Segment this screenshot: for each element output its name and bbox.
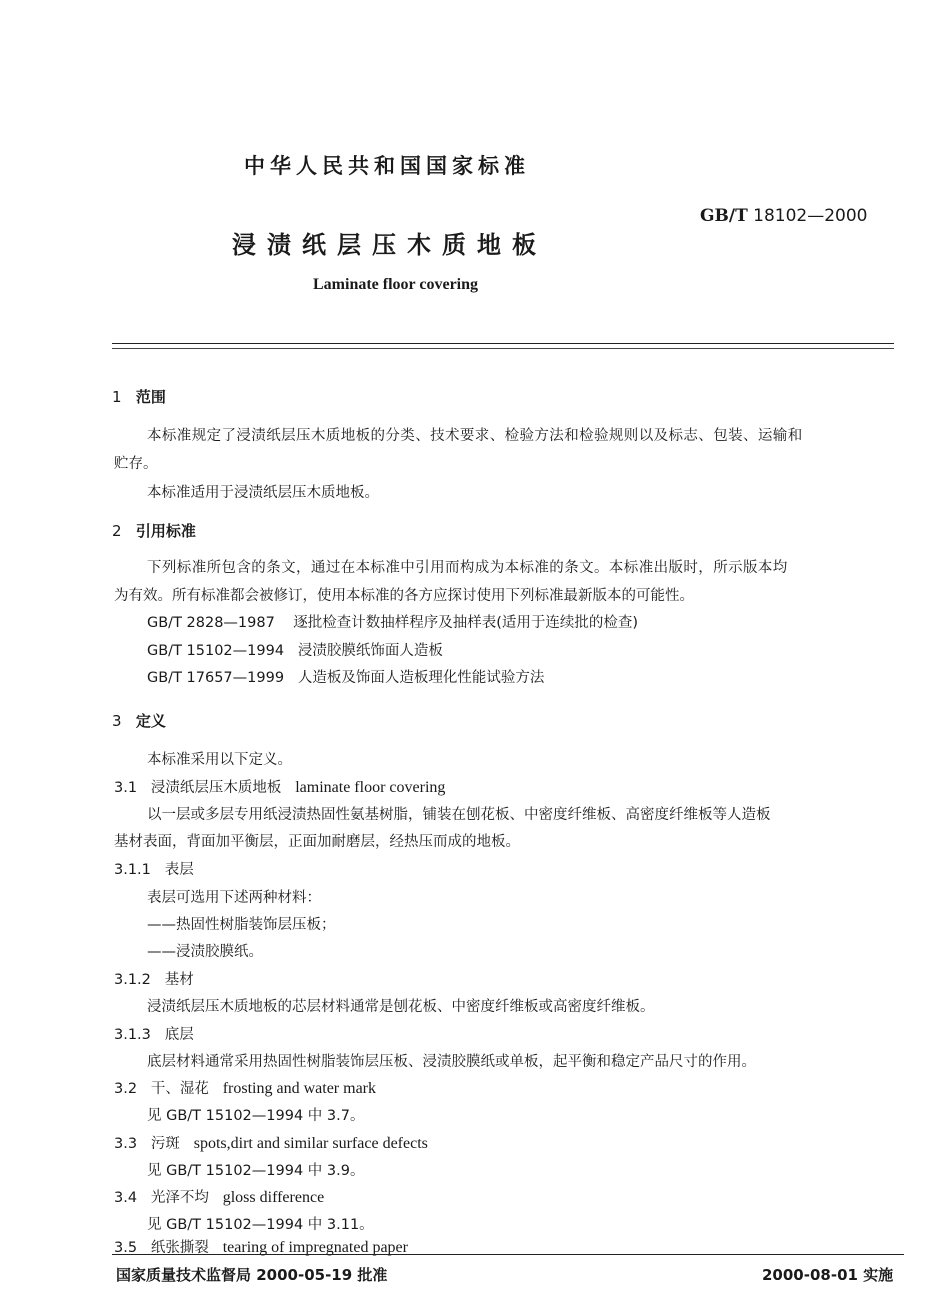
section-2-title: 引用标准 bbox=[135, 522, 196, 540]
page-title: 浸渍纸层压木质地板 bbox=[232, 231, 547, 259]
definition-term: 干、湿花 bbox=[150, 1081, 209, 1097]
definition-number: 3.1.1 bbox=[114, 862, 151, 878]
definition-3-1-1-line-3: ——浸渍胶膜纸。 bbox=[147, 944, 263, 960]
section-1-para-1-line-2: 贮存。 bbox=[114, 456, 158, 472]
reference-title: 人造板及饰面人造板理化性能试验方法 bbox=[297, 670, 545, 686]
section-2-heading bbox=[112, 520, 196, 541]
definition-3-3-ref: 见 GB/T 15102—1994 中 3.9。 bbox=[147, 1163, 365, 1179]
definition-3-1-1-line-1: 表层可选用下述两种材料： bbox=[147, 890, 321, 906]
definition-3-1-1-heading bbox=[114, 858, 194, 879]
definition-term-en: frosting and water mark bbox=[222, 1080, 376, 1097]
definition-term-en: laminate floor covering bbox=[295, 779, 446, 796]
definition-number: 3.4 bbox=[114, 1190, 138, 1206]
definition-term-en: gloss difference bbox=[222, 1189, 325, 1206]
section-3-number: 3 bbox=[112, 712, 122, 730]
reference-item bbox=[147, 666, 544, 687]
definition-number: 3.1 bbox=[114, 780, 138, 796]
section-2-para-line-1: 下列标准所包含的条文，通过在本标准中引用而构成为本标准的条文。本标准出版时，所示版本均 bbox=[147, 560, 788, 576]
definition-number: 3.5 bbox=[114, 1240, 138, 1256]
section-1-number: 1 bbox=[112, 388, 122, 406]
definition-term: 基材 bbox=[164, 972, 194, 988]
definition-3-1-3-heading bbox=[114, 1023, 194, 1044]
section-1-para-1-line-1: 本标准规定了浸渍纸层压木质地板的分类、技术要求、检验方法和检验规则以及标志、包装、运输和 bbox=[147, 428, 803, 444]
definition-term: 底层 bbox=[164, 1027, 194, 1043]
definition-term: 浸渍纸层压木质地板 bbox=[150, 780, 282, 796]
reference-item bbox=[147, 639, 443, 660]
definition-term: 纸张撕裂 bbox=[150, 1240, 209, 1256]
reference-title: 浸渍胶膜纸饰面人造板 bbox=[297, 643, 443, 659]
definition-term: 表层 bbox=[164, 862, 194, 878]
section-3-title: 定义 bbox=[135, 712, 166, 730]
section-2-number: 2 bbox=[112, 522, 122, 540]
reference-title: 逐批检查计数抽样程序及抽样表(适用于连续批的检查) bbox=[293, 615, 639, 631]
definition-3-1-2-line-1: 浸渍纸层压木质地板的芯层材料通常是刨花板、中密度纤维板或高密度纤维板。 bbox=[147, 999, 655, 1015]
section-1-para-2: 本标准适用于浸渍纸层压木质地板。 bbox=[147, 485, 379, 501]
definition-3-4-heading bbox=[114, 1186, 324, 1207]
definition-3-2-ref: 见 GB/T 15102—1994 中 3.7。 bbox=[147, 1108, 365, 1124]
header-divider-thin bbox=[112, 348, 894, 349]
definition-number: 3.3 bbox=[114, 1136, 138, 1152]
reference-code: GB/T 15102—1994 bbox=[147, 643, 285, 659]
section-1-heading bbox=[112, 386, 166, 407]
definition-3-3-heading bbox=[114, 1132, 428, 1153]
definition-term-en: spots,dirt and similar surface defects bbox=[193, 1135, 428, 1152]
standard-code-prefix: GB/T bbox=[700, 206, 748, 226]
definition-3-1-line-1: 以一层或多层专用纸浸渍热固性氨基树脂，铺装在刨花板、中密度纤维板、高密度纤维板等人造板 bbox=[147, 807, 771, 823]
approval-note: 国家质量技术监督局 2000-05-19 批准 bbox=[116, 1266, 388, 1284]
footer-divider bbox=[112, 1254, 904, 1255]
definition-3-1-3-line-1: 底层材料通常采用热固性树脂装饰层压板、浸渍胶膜纸或单板，起平衡和稳定产品尺寸的作用。 bbox=[147, 1054, 756, 1070]
page-subtitle-en: Laminate floor covering bbox=[313, 276, 479, 293]
section-3-heading bbox=[112, 710, 166, 731]
definition-number: 3.1.2 bbox=[114, 972, 151, 988]
definition-3-1-line-2: 基材表面，背面加平衡层，正面加耐磨层，经热压而成的地板。 bbox=[114, 834, 520, 850]
definition-3-1-heading bbox=[114, 776, 445, 797]
definition-term: 光泽不均 bbox=[150, 1190, 209, 1206]
section-2-para-line-2: 为有效。所有标准都会被修订，使用本标准的各方应探讨使用下列标准最新版本的可能性。 bbox=[114, 588, 694, 604]
definition-3-1-1-line-2: ——热固性树脂装饰层压板； bbox=[147, 917, 336, 933]
reference-item bbox=[147, 611, 638, 632]
definition-number: 3.2 bbox=[114, 1081, 138, 1097]
definition-term: 污斑 bbox=[150, 1136, 180, 1152]
definition-3-2-heading bbox=[114, 1077, 376, 1098]
section-3-intro: 本标准采用以下定义。 bbox=[147, 752, 292, 768]
reference-code: GB/T 17657—1999 bbox=[147, 670, 285, 686]
standard-code bbox=[700, 206, 868, 226]
header-divider bbox=[112, 343, 894, 344]
reference-code: GB/T 2828—1987 bbox=[147, 615, 275, 631]
implementation-date: 2000-08-01 实施 bbox=[762, 1266, 894, 1284]
national-standard-heading: 中华人民共和国国家标准 bbox=[244, 154, 530, 178]
definition-3-1-2-heading bbox=[114, 968, 194, 989]
definition-number: 3.1.3 bbox=[114, 1027, 151, 1043]
definition-term-en: tearing of impregnated paper bbox=[222, 1239, 408, 1256]
definition-3-4-ref: 见 GB/T 15102—1994 中 3.11。 bbox=[147, 1217, 374, 1233]
standard-code-number: 18102—2000 bbox=[753, 206, 868, 226]
section-1-title: 范围 bbox=[135, 388, 166, 406]
